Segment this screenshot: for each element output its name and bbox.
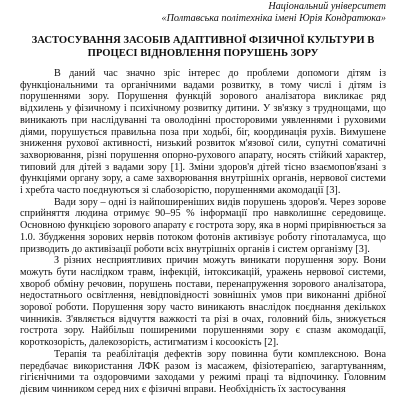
document-body: [20, 68, 386, 396]
title-line-1: ЗАСТОСУВАННЯ ЗАСОБІВ АДАПТИВНОЇ ФІЗИЧНОЇ КУЛЬТУРИ В: [31, 35, 375, 46]
paragraph-1: В даний час значно зріс інтерес до проблеми допомоги дітям із функціональними та органічними вадами розвитку, в тому числі і дітям із порушеннями зору. Порушення функцій зорового аналізатора викликає ряд відхилень у фізичному і психічному розвитку дитини. У зв'язку з труднощами, що виникають при наслідуванні та оволодінні просторовими уявленнями і руховими діями, порушується правильна поза при ходьбі, біг, координація рухів. Вимушене зниження рухової активності, низький розвиток м'язової сили, супутні соматичні захворювання, різні порушення опорно-рухового апарату, носять стійкий характер, типовий для дітей з вадами зору [1]. Зміни здоров'я дітей тісно взаємопов'язані з функціями органу зору, а саме захворювання внутрішніх органів, нервової системи і хребта часто поєднуються зі слабозорістю, порушеннями акомодації [3].: [20, 68, 386, 197]
institution-line-1: Національний університет: [268, 1, 386, 12]
institution-header: [20, 0, 386, 25]
paragraph-3: З різних несприятливих причин можуть виникати порушення зору. Вони можуть бути наслідком травм, інфекцій, інтоксикацій, уражень нервової системи, хвороб обміну речовин, порушень постави, перенапруження зорового аналізатора, недостатнього освітлення, невідповідності зовнішніх умов при виконанні дрібної зорової роботи. Порушення зору часто виникають внаслідок поєднання декількох чинників. З'являється відчуття важкості та різі в очах, головний біль, знижується гострота зору. Найбільш поширеними порушеннями зору є спазм акомодації, короткозорість, далекозорість, астигматизм і косоокість [2].: [20, 255, 386, 349]
paragraph-4: Терапія та реабілітація дефектів зору повинна бути комплексною. Вона передбачає використання ЛФК разом із масажем, фізіотерапією, загартуванням, гігієнічними та оздоровчими заходами у режимі праці та відпочинку. Головним дієвим чинником серед них є фізичні вправи. Необхідність їх застосування: [20, 348, 386, 395]
institution-line-2: «Полтавська політехніка імені Юрія Кондратюка»: [161, 13, 386, 24]
title-line-2: ПРОЦЕСІ ВІДНОВЛЕННЯ ПОРУШЕНЬ ЗОРУ: [87, 48, 319, 59]
paragraph-2: Вади зору – одні із найпоширеніших видів порушень здоров'я. Через зорове сприйняття людина отримує 90–95 % інформації про навколишнє середовище. Основною функцією зорового апарату є гострота зору, яка в нормі прирівнюється за 1.0. Збудження зорових нервів потоком фотонів активізує роботу гіпоталамуса, що призводить до активізації роботи всіх внутрішніх органів і систем організму [3].: [20, 196, 386, 255]
document-title: [20, 34, 386, 60]
